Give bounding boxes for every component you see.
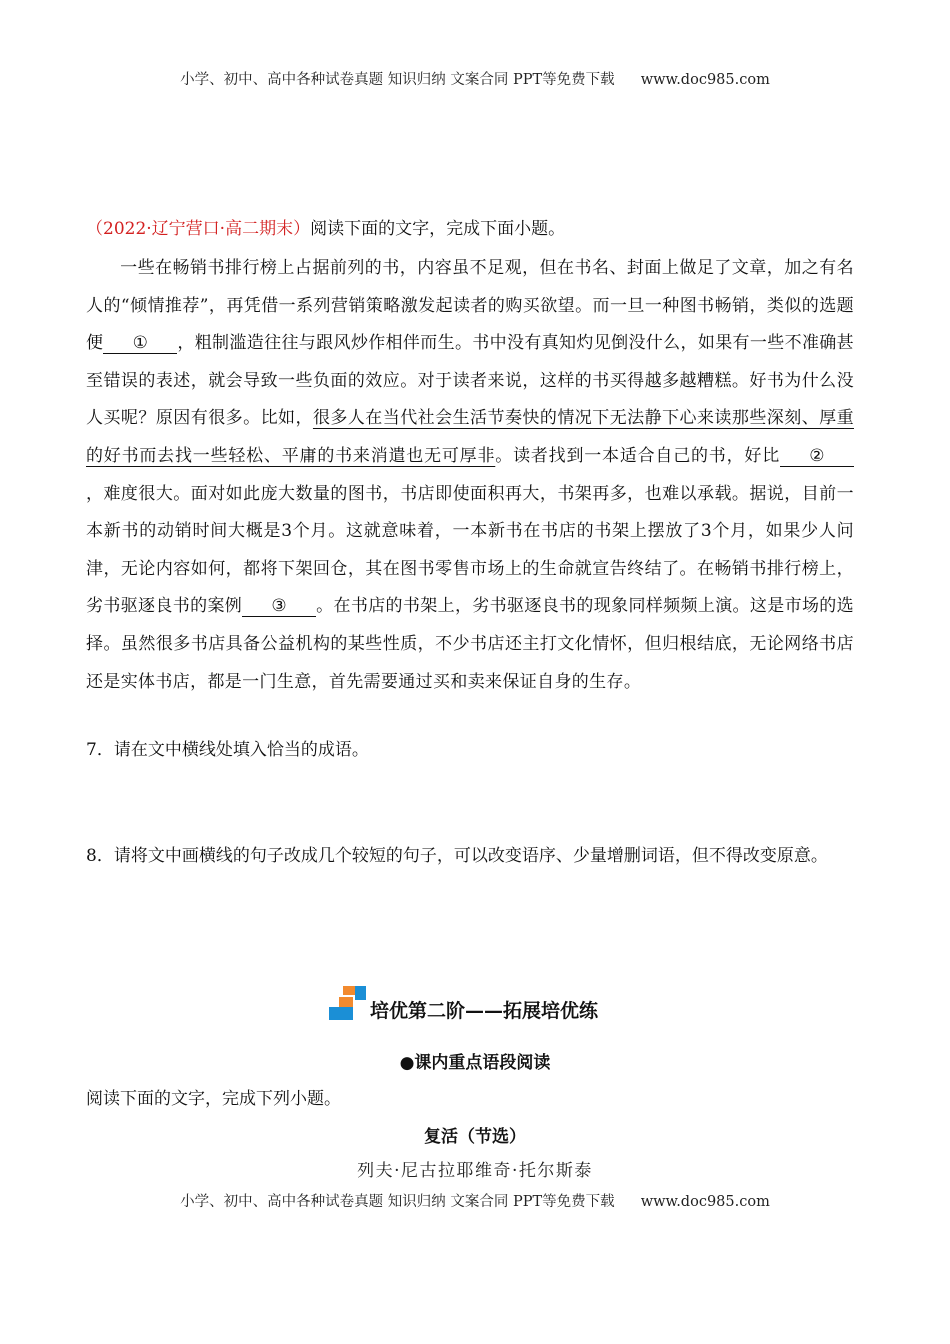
passage-text-2: ，粗制滥造往往与跟风炒作相伴而生。书中没有真知灼见倒没什么，如果有一些不准确甚至错误的表述，就会导致一些负面的效应。对于读者来说，这样的书买得越多越糟糕。好书为什么没人买呢？原因有很多。比如， xyxy=(86,333,855,429)
underlined-sentence: 很多人在当代社会生活节奏快的情况下无法静下心来读那些深刻、厚重的好书而去找一些轻松、平庸的书来消遣也无可厚非 xyxy=(86,408,854,466)
question-intro xyxy=(86,214,565,239)
page-header xyxy=(0,68,950,89)
passage-text-4: ，难度很大。面对如此庞大数量的图书，书店即使面积再大，书架再多，也难以承载。据说，目前一本新书的动销时间大概是3个月。这就意味着，一本新书在书店的书架上摆放了3个月，如果少人问津，无论内容如何，都将下架回仓，其在图书零售市场上的生命就宣告终结了。在畅销书排行榜上，劣书驱逐良书的案例 xyxy=(86,483,854,617)
passage-text-3: 。读者找到一本适合自己的书，好比 xyxy=(495,445,780,466)
blank-1: ① xyxy=(103,334,177,354)
passage-text-1: 一些在畅销书排行榜上占据前列的书，内容虽不足观，但在书名、封面上做足了文章，加之有名人的“倾情推荐”，再凭借一系列营销策略激发起读者的购买欲望。而一旦一种图书畅销，类似的选题便 xyxy=(86,258,854,354)
question-7: 7．请在文中横线处填入恰当的成语。 xyxy=(86,740,369,760)
section-instruction: 阅读下面的文字，完成下列小题。 xyxy=(86,1089,341,1109)
question-8: 8．请将文中画横线的句子改成几个较短的句子，可以改变语序、少量增删词语，但不得改变原意。 xyxy=(86,846,828,866)
section-subtitle: ●课内重点语段阅读 xyxy=(399,1053,551,1073)
blank-3: ③ xyxy=(242,597,316,617)
section-stairs-icon xyxy=(329,986,369,1020)
header-text: 小学、初中、高中各种试卷真题 知识归纳 文案合同 PPT等免费下载 xyxy=(180,72,615,88)
footer-text: 小学、初中、高中各种试卷真题 知识归纳 文案合同 PPT等免费下载 xyxy=(180,1194,615,1210)
reading-passage xyxy=(86,250,854,701)
footer-url[interactable]: www.doc985.com xyxy=(640,1194,770,1210)
section-title: 培优第二阶——拓展培优练 xyxy=(370,1000,599,1022)
blank-2: ② xyxy=(780,447,854,467)
passage-text-5: 。在书店的书架上，劣书驱逐良书的现象同样频频上演。这是市场的选择。虽然很多书店具备公益机构的某些性质，不少书店还主打文化情怀，但归根结底，无论网络书店还是实体书店，都是一门生意，首先需要通过买和卖来保证自身的生存。 xyxy=(86,596,855,692)
header-url[interactable]: www.doc985.com xyxy=(640,72,770,88)
question-instruction: 阅读下面的文字，完成下面小题。 xyxy=(310,219,566,239)
page-footer xyxy=(0,1190,950,1211)
story-title: 复活（节选） xyxy=(424,1127,526,1147)
story-author: 列夫·尼古拉耶维奇·托尔斯泰 xyxy=(357,1161,593,1181)
question-source: （2022·辽宁营口·高二期末） xyxy=(86,219,311,239)
